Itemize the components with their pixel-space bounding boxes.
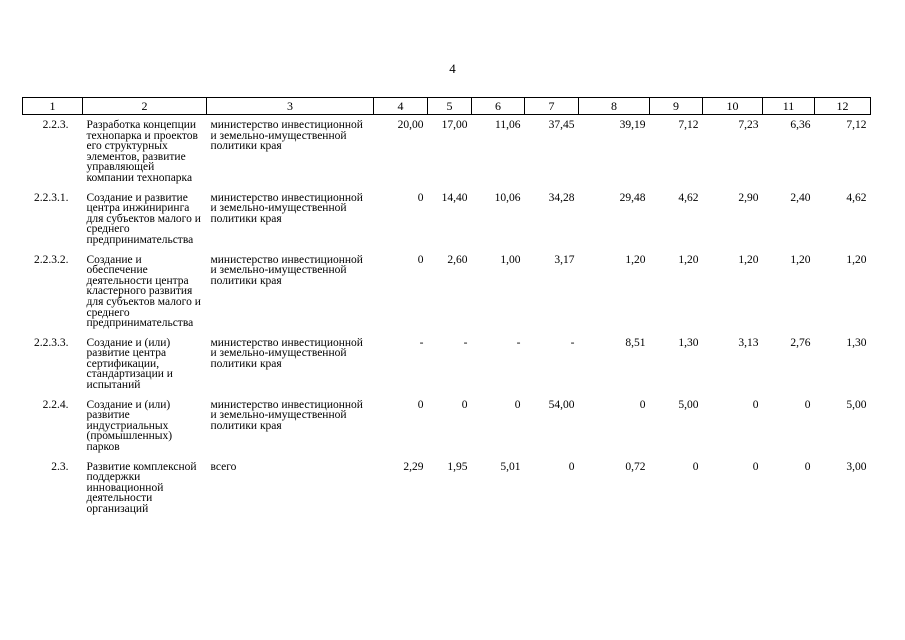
- row-executor: всего: [210, 460, 237, 473]
- row-value: 0: [804, 460, 811, 473]
- column-header: 9: [650, 98, 703, 115]
- row-executor: министерство инвестиционной и земельно-имущественной политики края: [210, 398, 363, 432]
- row-value: 1,20: [625, 253, 646, 266]
- row-value: 8,51: [625, 336, 646, 349]
- row-value: -: [463, 336, 468, 349]
- column-header: 12: [815, 98, 871, 115]
- program-table: [22, 97, 871, 519]
- column-header: 7: [525, 98, 579, 115]
- row-name: Создание и развитие центра инжиниринга для субъектов малого и среднего предпринимательства: [86, 191, 201, 246]
- row-value: 7,12: [846, 119, 867, 131]
- row-value: 6,36: [790, 119, 811, 131]
- row-value: 17,00: [441, 119, 468, 131]
- row-value: 0: [692, 460, 699, 473]
- row-value: 2,60: [447, 253, 468, 266]
- row-value: 5,00: [846, 398, 867, 411]
- table-header: [23, 98, 871, 115]
- row-executor: министерство инвестиционной и земельно-имущественной политики края: [210, 191, 363, 225]
- row-value: 1,30: [678, 336, 699, 349]
- row-value: 5,00: [678, 398, 699, 411]
- row-value: 2,29: [403, 460, 424, 473]
- row-executor: министерство инвестиционной и земельно-имущественной политики края: [210, 336, 363, 370]
- row-name: Разработка концепции технопарка и проектов его структурных элементов, развитие управляющей компании технопарка: [86, 119, 198, 184]
- row-value: 1,30: [846, 336, 867, 349]
- row-value: 4,62: [678, 191, 699, 204]
- page-number: 4: [449, 61, 456, 76]
- row-value: -: [419, 336, 424, 349]
- column-header: 1: [23, 98, 83, 115]
- row-value: 29,48: [619, 191, 646, 204]
- row-value: 4,62: [846, 191, 867, 204]
- row-value: 0: [639, 398, 646, 411]
- row-value: 0: [417, 398, 424, 411]
- row-executor: министерство инвестиционной и земельно-имущественной политики края: [210, 253, 363, 287]
- row-value: 39,19: [619, 119, 646, 131]
- row-value: 2,40: [790, 191, 811, 204]
- row-value: 1,95: [447, 460, 468, 473]
- column-header: 2: [83, 98, 207, 115]
- row-name: Создание и (или) развитие центра сертификации, стандартизации и испытаний: [86, 336, 173, 392]
- row-value: 7,12: [678, 119, 699, 131]
- row-number: 2.3.: [51, 460, 69, 473]
- row-value: 0: [752, 460, 759, 473]
- row-value: 0: [568, 460, 575, 473]
- row-value: 3,17: [554, 253, 575, 266]
- row-value: 0,72: [625, 460, 646, 473]
- row-value: 10,06: [494, 191, 521, 204]
- table-row: [23, 333, 871, 395]
- row-value: 0: [752, 398, 759, 411]
- row-value: 0: [417, 191, 424, 204]
- row-value: -: [570, 336, 575, 349]
- row-number: 2.2.4.: [42, 398, 69, 411]
- row-number: 2.2.3.2.: [34, 253, 69, 266]
- table-row: [23, 188, 871, 250]
- row-name: Создание и обеспечение деятельности центра кластерного развития для субъектов малого и среднего предпринимательства: [86, 253, 201, 330]
- row-value: 37,45: [548, 119, 575, 131]
- row-value: 3,13: [738, 336, 759, 349]
- column-header: 3: [207, 98, 374, 115]
- row-value: 1,20: [790, 253, 811, 266]
- row-value: 54,00: [548, 398, 575, 411]
- row-number: 2.2.3.1.: [34, 191, 69, 204]
- column-header: 10: [703, 98, 763, 115]
- row-value: 20,00: [397, 119, 424, 131]
- row-number: 2.2.3.3.: [34, 336, 69, 349]
- row-value: 0: [514, 398, 521, 411]
- row-value: 1,20: [846, 253, 867, 266]
- column-header: 5: [428, 98, 472, 115]
- column-header: 11: [763, 98, 815, 115]
- row-value: 3,00: [846, 460, 867, 473]
- column-number-row: [23, 98, 871, 115]
- row-value: 2,90: [738, 191, 759, 204]
- row-value: 0: [461, 398, 468, 411]
- row-number: 2.2.3.: [42, 119, 69, 131]
- row-value: 0: [417, 253, 424, 266]
- column-header: 8: [579, 98, 650, 115]
- row-value: 1,20: [678, 253, 699, 266]
- row-value: 34,28: [548, 191, 575, 204]
- row-executor: министерство инвестиционной и земельно-имущественной политики края: [210, 119, 363, 153]
- column-header: 6: [472, 98, 525, 115]
- row-value: -: [516, 336, 521, 349]
- row-value: 14,40: [441, 191, 468, 204]
- row-value: 2,76: [790, 336, 811, 349]
- table-row: [23, 457, 871, 519]
- row-value: 5,01: [500, 460, 521, 473]
- table-row: [23, 395, 871, 457]
- row-name: Развитие комплексной поддержки инновационной деятельности организаций: [86, 460, 197, 515]
- table-row: [23, 250, 871, 333]
- row-value: 7,23: [738, 119, 759, 131]
- row-value: 1,20: [738, 253, 759, 266]
- column-header: 4: [374, 98, 428, 115]
- row-value: 1,00: [500, 253, 521, 266]
- row-value: 11,06: [495, 119, 521, 131]
- row-value: 0: [804, 398, 811, 411]
- row-name: Создание и (или) развитие индустриальных (промышленных) парков: [86, 398, 173, 454]
- table-row: [23, 115, 871, 188]
